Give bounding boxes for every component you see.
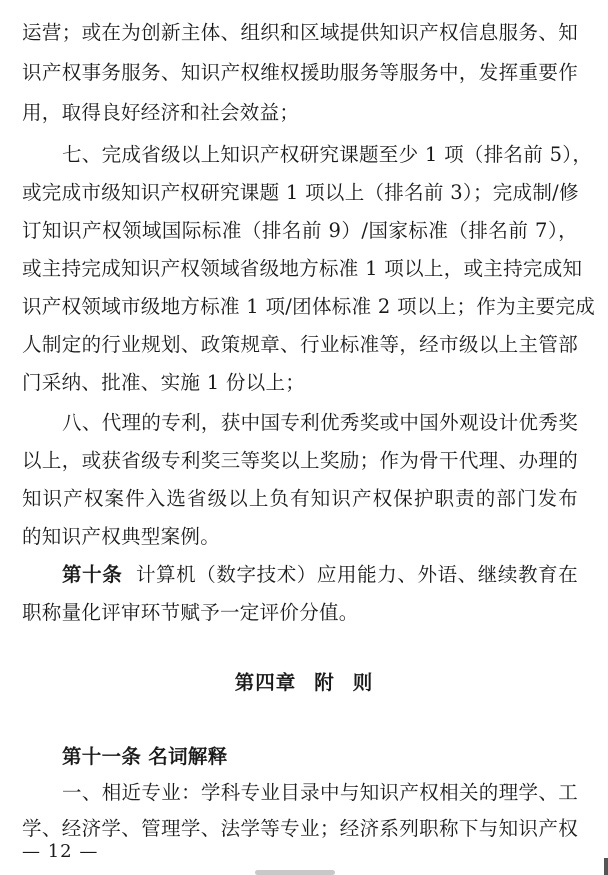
text-line: 一、相近专业：学科专业目录中与知识产权相关的理学、工 bbox=[62, 781, 578, 804]
chapter-word: 附 bbox=[314, 671, 335, 694]
page-number: — 12 — bbox=[22, 841, 99, 862]
text-line: 七、完成省级以上知识产权研究课题至少 1 项（排名前 5）， bbox=[62, 143, 593, 166]
page-edge-mark bbox=[604, 858, 608, 875]
chapter-heading bbox=[0, 668, 608, 698]
article-text: 计算机（数字技术）应用能力、外语、继续教育在 bbox=[135, 563, 579, 586]
text-line: 职称量化评审环节赋予一定评价分值。 bbox=[22, 601, 359, 624]
text-line: 门采纳、批准、实施 1 份以上； bbox=[22, 371, 306, 394]
article-10-line bbox=[62, 560, 578, 590]
article-label: 第十条 bbox=[62, 563, 123, 586]
text-line: 的知识产权典型案例。 bbox=[22, 525, 221, 548]
chapter-word: 则 bbox=[352, 671, 374, 694]
chapter-number: 第四章 bbox=[234, 671, 297, 694]
text-line: 人制定的行业规划、政策规章、行业标准等，经市级以上主管部 bbox=[22, 333, 578, 356]
text-line: 知识产权案件入选省级以上负有知识产权保护职责的部门发布 bbox=[22, 487, 578, 510]
text-line: 识产权领域市级地方标准 1 项/团体标准 2 项以上；作为主要完成 bbox=[22, 295, 596, 318]
text-line: 或完成市级知识产权研究课题 1 项以上（排名前 3）；完成制/修 bbox=[22, 181, 579, 204]
scroll-indicator[interactable] bbox=[255, 870, 335, 875]
text-line: 运营；或在为创新主体、组织和区域提供知识产权信息服务、知 bbox=[22, 21, 578, 44]
text-line: 识产权事务服务、知识产权维权援助服务等服务中，发挥重要作 bbox=[22, 61, 578, 84]
text-line: 八、代理的专利，获中国专利优秀奖或中国外观设计优秀奖 bbox=[62, 411, 578, 434]
article-11-title: 第十一条 名词解释 bbox=[62, 745, 228, 768]
text-line: 学、经济学、管理学、法学等专业；经济系列职称下与知识产权 bbox=[22, 817, 578, 840]
text-line: 订知识产权领域国际标准（排名前 9）/国家标准（排名前 7）， bbox=[22, 219, 578, 242]
text-line: 用，取得良好经济和社会效益； bbox=[22, 101, 300, 124]
text-line: 或主持完成知识产权领域省级地方标准 1 项以上，或主持完成知 bbox=[22, 257, 583, 280]
text-line: 以上，或获省级专利奖三等奖以上奖励；作为骨干代理、办理的 bbox=[22, 449, 578, 472]
